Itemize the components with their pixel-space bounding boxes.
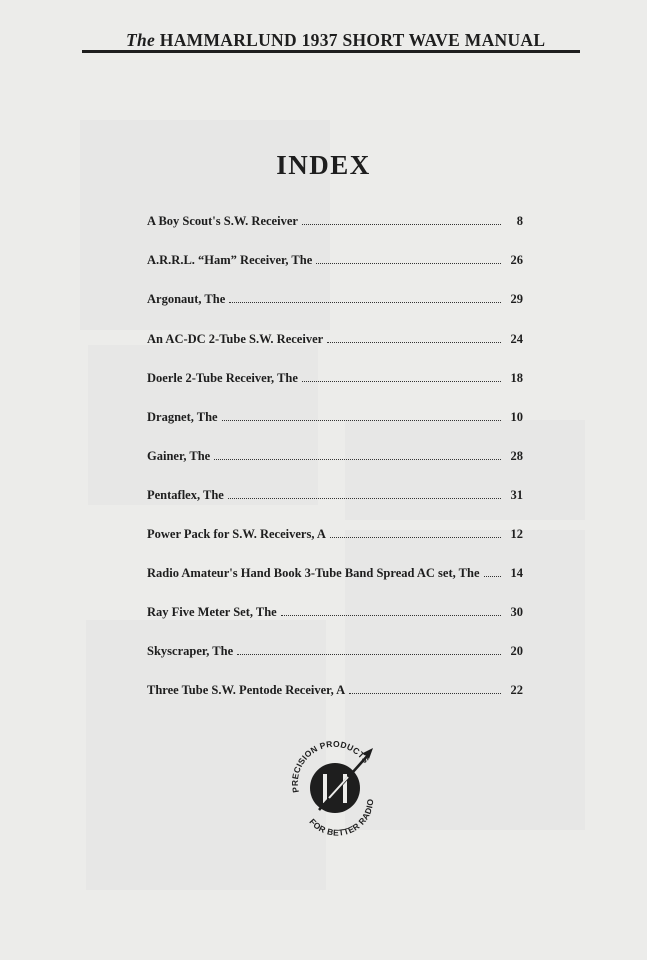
entry-title: Argonaut, The <box>147 292 226 306</box>
dot-leader <box>330 537 501 538</box>
running-header <box>82 28 580 53</box>
header-prefix: The <box>126 30 156 50</box>
dot-leader <box>327 342 501 343</box>
header-title: HAMMARLUND 1937 SHORT WAVE MANUAL <box>159 30 546 50</box>
dot-leader <box>302 224 501 225</box>
logo-top-text: PRECISION PRODUCTS <box>289 738 372 794</box>
entry-page: 22 <box>510 683 523 697</box>
dot-leader <box>484 576 502 577</box>
entry-title: Power Pack for S.W. Receivers, A <box>147 527 326 541</box>
entry-title: Radio Amateur's Hand Book 3-Tube Band Spread AC set, The <box>147 566 480 580</box>
entry-page: 26 <box>510 253 523 267</box>
entry-page: 20 <box>510 644 523 658</box>
entry-page: 29 <box>510 292 523 306</box>
index-entry <box>147 366 523 386</box>
index-entry <box>147 483 523 503</box>
entry-page: 14 <box>510 566 523 580</box>
entry-title: Three Tube S.W. Pentode Receiver, A <box>147 683 346 697</box>
dot-leader <box>302 381 501 382</box>
entry-title: A Boy Scout's S.W. Receiver <box>147 214 298 228</box>
entry-title: Skyscraper, The <box>147 644 234 658</box>
index-entry <box>147 209 523 229</box>
entry-page: 24 <box>510 332 523 346</box>
entry-page: 28 <box>510 449 523 463</box>
entry-page: 10 <box>510 410 523 424</box>
hammarlund-logo <box>285 738 385 838</box>
index-entry <box>147 639 523 659</box>
entry-title: Pentaflex, The <box>147 488 224 502</box>
header-text <box>126 30 545 51</box>
index-entry <box>147 248 523 268</box>
show-through-block <box>345 420 585 520</box>
index-entry <box>147 327 523 347</box>
dot-leader <box>228 498 501 499</box>
entry-title: Dragnet, The <box>147 410 218 424</box>
entry-title: Gainer, The <box>147 449 211 463</box>
dot-leader <box>281 615 501 616</box>
entry-page: 31 <box>510 488 523 502</box>
index-entry <box>147 522 523 542</box>
entry-title: An AC-DC 2-Tube S.W. Receiver <box>147 332 324 346</box>
logo-disc <box>310 763 360 813</box>
index-entry <box>147 561 523 581</box>
entry-title: Doerle 2-Tube Receiver, The <box>147 371 298 385</box>
logo-bottom-text: FOR BETTER RADIO <box>307 798 376 838</box>
index-entry <box>147 678 523 698</box>
entry-page: 18 <box>510 371 523 385</box>
entry-page: 8 <box>516 214 523 228</box>
dot-leader <box>237 654 501 655</box>
entry-page: 30 <box>510 605 523 619</box>
entry-title: Ray Five Meter Set, The <box>147 605 277 619</box>
entry-title: A.R.R.L. “Ham” Receiver, The <box>147 253 313 267</box>
dot-leader <box>349 693 501 694</box>
page-title: INDEX <box>276 150 371 180</box>
index-entry <box>147 405 523 425</box>
dot-leader <box>316 263 501 264</box>
dot-leader <box>229 302 501 303</box>
dot-leader <box>214 459 501 460</box>
entry-page: 12 <box>510 527 523 541</box>
dot-leader <box>222 420 501 421</box>
index-entry <box>147 600 523 620</box>
index-entry <box>147 287 523 307</box>
index-entry <box>147 444 523 464</box>
